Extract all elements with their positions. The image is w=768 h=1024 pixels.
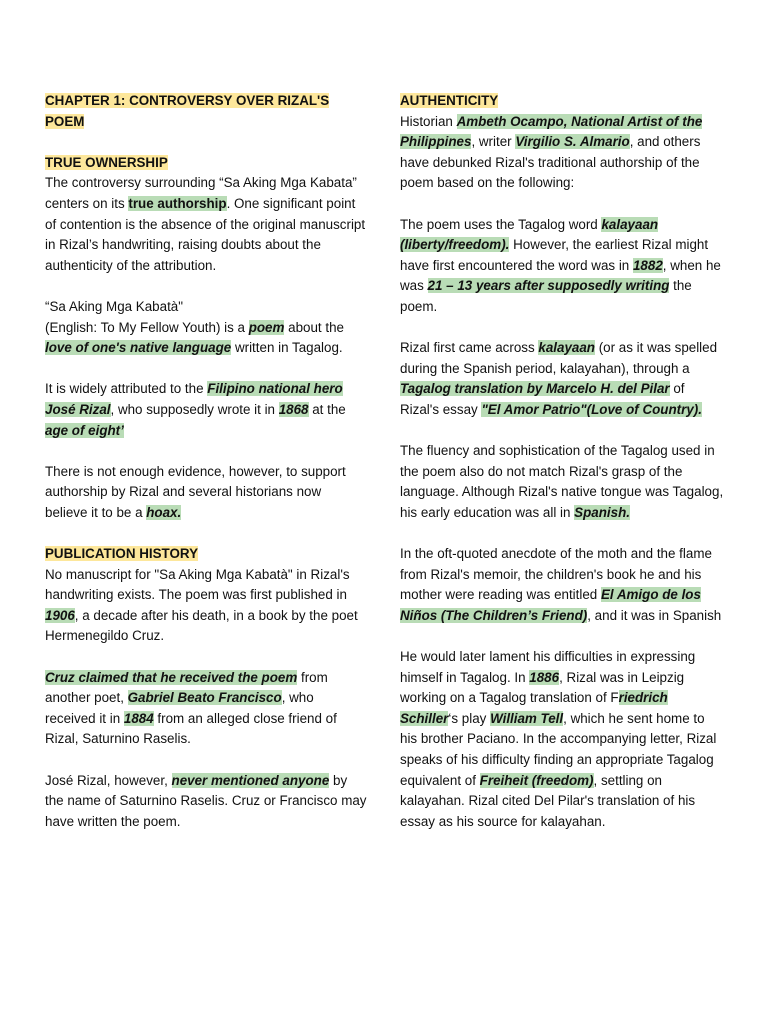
- paragraph: [400, 544, 725, 626]
- highlight: El Amigo de los Niños (The Children’s Friend): [400, 587, 701, 623]
- highlight: Freiheit (freedom): [479, 772, 594, 788]
- highlight: Tagalog translation by Marcelo H. del Pilar: [400, 381, 670, 397]
- text: by the name of Saturnino Raselis. Cruz or Francisco may have written the poem.: [45, 772, 367, 829]
- text: , a decade after his death, in a book by the poet Hermenegildo Cruz.: [45, 607, 358, 644]
- text: Historian: [400, 113, 457, 129]
- text: , who supposedly wrote it in: [110, 401, 279, 417]
- text: In the oft-quoted anecdote of the moth and the flame from Rizal's memoir, the children's book he and his mother were reading was entitled: [400, 546, 712, 603]
- highlight: age of eight’: [45, 422, 124, 438]
- highlight: "El Amor Patrio"(Love of Country).: [481, 401, 702, 417]
- text: (or as it was spelled during the Spanish period, kalayahan), through a: [400, 340, 718, 376]
- text: José Rizal, however,: [45, 772, 172, 788]
- highlight: 1906: [45, 607, 75, 623]
- text: , who received it in: [45, 690, 314, 726]
- text: , when he was: [400, 257, 721, 294]
- highlight: poem: [248, 319, 285, 335]
- highlight: love of one's native language: [45, 340, 232, 356]
- text: , which he sent home to his brother Paciano. In the accompanying letter, Rizal speaks of his difficulty finding an appropriate Tagalog equivalent of: [400, 710, 717, 788]
- true-ownership-heading: [45, 153, 367, 174]
- text: The controversy surrounding “Sa Aking Mga Kabata” centers on its: [45, 175, 357, 211]
- authenticity-heading: [400, 91, 725, 112]
- publication-history-heading: [45, 544, 367, 565]
- highlight: 21 – 13 years after supposedly writing: [427, 278, 670, 294]
- highlight: Gabriel Beato Francisco: [127, 690, 282, 706]
- text: It is widely attributed to the: [45, 381, 208, 397]
- chapter-heading: [45, 91, 367, 132]
- highlight: 1882: [632, 257, 663, 273]
- text: , and others have debunked Rizal's traditional authorship of the poem based on the following:: [400, 134, 701, 191]
- authenticity-heading-text: AUTHENTICITY: [400, 93, 499, 108]
- text: at the: [308, 401, 346, 417]
- text: No manuscript for "Sa Aking Mga Kabatà" in Rizal's handwriting exists. The poem was first published in: [45, 566, 350, 603]
- text: He would later lament his difficulties in expressing himself in Tagalog. In: [400, 649, 696, 685]
- highlight: 1886: [529, 669, 560, 685]
- highlight: true authorship: [128, 195, 227, 211]
- paragraph: [45, 173, 367, 276]
- paragraph: [45, 297, 367, 359]
- paragraph: [45, 462, 367, 524]
- text: . One significant point of contention is the absence of the original manuscript in Rizal’s handwriting, raising doubts about the authenticity of the attribution.: [45, 195, 366, 273]
- text: from another poet,: [45, 669, 328, 706]
- highlight: 1884: [123, 710, 154, 726]
- highlight: riedrich Schiller: [400, 690, 668, 726]
- highlight: Virgilio S. Almario: [515, 134, 630, 150]
- text: from an alleged close friend of Rizal, Saturnino Raselis.: [45, 710, 337, 747]
- text: , settling on kalayahan. Rizal cited Del Pilar's translation of his essay as his source for kalayahan.: [400, 772, 696, 829]
- highlight: Cruz claimed that he received the poem: [45, 669, 298, 685]
- text: (English: To My Fellow Youth) is a: [45, 319, 249, 335]
- paragraph: [400, 647, 725, 832]
- paragraph: [400, 338, 725, 420]
- true-ownership-heading-text: TRUE OWNERSHIP: [45, 154, 168, 170]
- text: The fluency and sophistication of the Tagalog used in the poem also do not match Rizal's grasp of the language. Although Rizal's native tongue was Tagalog, his early education was all in: [400, 443, 724, 520]
- text: The poem uses the Tagalog word: [400, 216, 602, 232]
- text: of Rizal's essay: [400, 381, 685, 417]
- text: , and it was in Spanish: [587, 607, 722, 623]
- highlight: kalayaan (liberty/freedom).: [400, 216, 659, 253]
- highlight: Ambeth Ocampo, National Artist of the Philippines: [400, 113, 703, 150]
- paragraph: [400, 112, 725, 194]
- right-column: [400, 91, 725, 853]
- paragraph: [400, 441, 725, 523]
- text: However, the earliest Rizal might have first encountered the word was in: [400, 237, 709, 273]
- text: Rizal first came across: [400, 340, 539, 356]
- paragraph: [45, 668, 367, 750]
- highlight: Spanish.: [574, 504, 630, 520]
- text: There is not enough evidence, however, to support authorship by Rizal and several historians now believe it to be a: [45, 463, 346, 520]
- highlight: 1868: [278, 401, 309, 417]
- text: ‘s play: [448, 710, 491, 726]
- chapter-heading-text: CHAPTER 1: CONTROVERSY OVER RIZAL'S POEM: [45, 93, 330, 129]
- paragraph: [45, 771, 367, 833]
- left-column: [45, 91, 367, 853]
- text: , Rizal was in Leipzig working on a Tagalog translation of F: [400, 669, 685, 706]
- text: “Sa Aking Mga Kabatà": [45, 298, 183, 314]
- paragraph: [45, 565, 367, 647]
- highlight: Filipino national hero José Rizal: [45, 381, 343, 417]
- paragraph: [400, 215, 725, 318]
- paragraph: [45, 379, 367, 441]
- highlight: hoax.: [146, 504, 182, 520]
- publication-history-heading-text: PUBLICATION HISTORY: [45, 546, 199, 562]
- text: the poem.: [400, 278, 692, 314]
- text: about the: [284, 319, 344, 335]
- text: written in Tagalog.: [231, 340, 343, 356]
- highlight: kalayaan: [538, 340, 595, 356]
- highlight: never mentioned anyone: [171, 772, 330, 788]
- highlight: William Tell: [490, 710, 564, 726]
- text: , writer: [471, 134, 516, 150]
